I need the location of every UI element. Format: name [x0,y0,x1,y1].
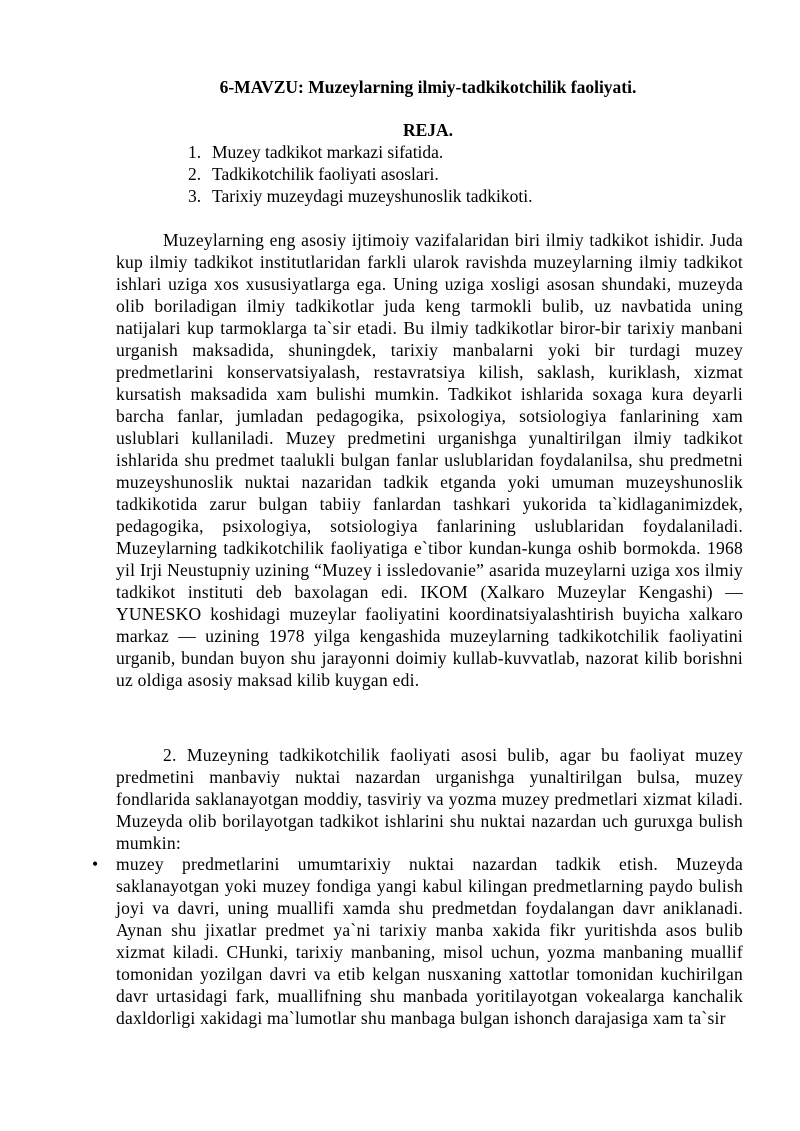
bullet-list-item: muzey predmetlarini umumtarixiy nuktai nazardan tadkik etish. Muzeyda saklanayotgan yoki muzey fondiga yangi kabul kilingan predmetlarning paydo bulish joyi va davri, uning muallifi xamda shu predmetdan foydalangan davr aniklanadi. Aynan shu jixatlar predmet ya`ni tarixiy manba xakida fikr yuritishda asos bulib xizmat kiladi. CHunki, tarixiy manbaning, misol uchun, yozma manbaning muallif tomonidan yozilgan davri va etib kelgan nusxaning xattotlar tomonidan kuchirilgan davr urtasidagi fark, muallifning shu manbada yoritilayotgan vokealarga kanchalik daxldorligi xakidagi ma`lumotlar shu manbaga bulgan ishonch darajasiga xam ta`sir [116,854,743,1028]
plan-item-text: Tarixiy muzeydagi muzeyshunoslik tadkikoti. [212,186,533,206]
plan-item-text: Muzey tadkikot markazi sifatida. [212,142,444,162]
plan-item-text: Tadkikotchilik faoliyati asoslari. [212,164,439,184]
plan-item-number: 3. [188,186,202,206]
body-paragraph: 2. Muzeyning tadkikotchilik faoliyati asosi bulib, agar bu faoliyat muzey predmetini manbaviy nuktai nazardan urganishga yunaltirilgan bulsa, muzey fondlarida saklanayotgan moddiy, tasviriy va yozma muzey predmetlari xizmat kiladi. Muzeyda olib borilayotgan tadkikot ishlarini shu nuktai nazardan uch guruxga bulish mumkin: [116,745,743,853]
plan-item-number: 2. [188,164,202,184]
plan-item-number: 1. [188,142,202,162]
plan-item [188,185,533,207]
bullet-icon: • [92,854,99,874]
document-title: 6-MAVZU: Muzeylarning ilmiy-tadkikotchilik faoliyati. [219,77,637,97]
plan-heading: REJA. [402,120,454,140]
plan-list [188,141,533,207]
plan-item [188,163,533,185]
body-paragraph: Muzeylarning eng asosiy ijtimoiy vazifalaridan biri ilmiy tadkikot ishidir. Juda kup ilmiy tadkikot institutlaridan farkli ularok ravishda muzeylarning ilmiy tadkikot ishlari uziga xos xususiyatlarga ega. Uning uziga xosligi asosan shundaki, muzeyda olib boriladigan ilmiy tadkikotlar juda keng tarmokli bulib, uz navbatida uning natijalari kup tarmoklarga ta`sir etadi. Bu ilmiy tadkikotlar biror-bir tarixiy manbani urganish maksadida, shuningdek, tarixiy manbalarni yoki bir turdagi muzey predmetlarini konservatsiyalash, restavratsiya kilish, saklash, kuriklash, xizmat kursatish maksadida xam bulishi mumkin. Tadkikot ishlarida soxaga kura deyarli barcha fanlar, jumladan pedagogika, psixologiya, sotsiologiya fanlarining xam uslublari kullaniladi. Muzey predmetini urganishga yunaltirilgan ilmiy tadkikot ishlarida shu predmet taalukli bulgan fanlar uslublaridan foydalanilsa, shu predmetni muzeyshunoslik nuktai nazaridan tadkik etganda yoki umuman muzeyshunoslik tadkikotida zarur bulgan tabiiy fanlardan tashkari yukorida ta`kidlaganimizdek, pedagogika, psixologiya, sotsiologiya fanlarining uslublaridan foydalaniladi. Muzeylarning tadkikotchilik faoliyatiga e`tibor kundan-kunga oshib bormokda. 1968 yil Irji Neustupniy uzining “Muzey i issledovanie” asarida muzeylarni uziga xos ilmiy tadkikot instituti deb baxolagan edi. IKOM (Xalkaro Muzeylar Kengashi) — YUNESKO koshidagi muzeylar faoliyatini koordinatsiyalashtirish buyicha xalkaro markaz — uzining 1978 yilga kengashida muzeylarning tadkikotchilik faoliyatini urganib, bundan buyon shu jarayonni doimiy kullab-kuvvatlab, nazorat kilib borishni uz oldiga asosiy maksad kilib kuygan edi. [116,230,743,690]
plan-item [188,141,533,163]
